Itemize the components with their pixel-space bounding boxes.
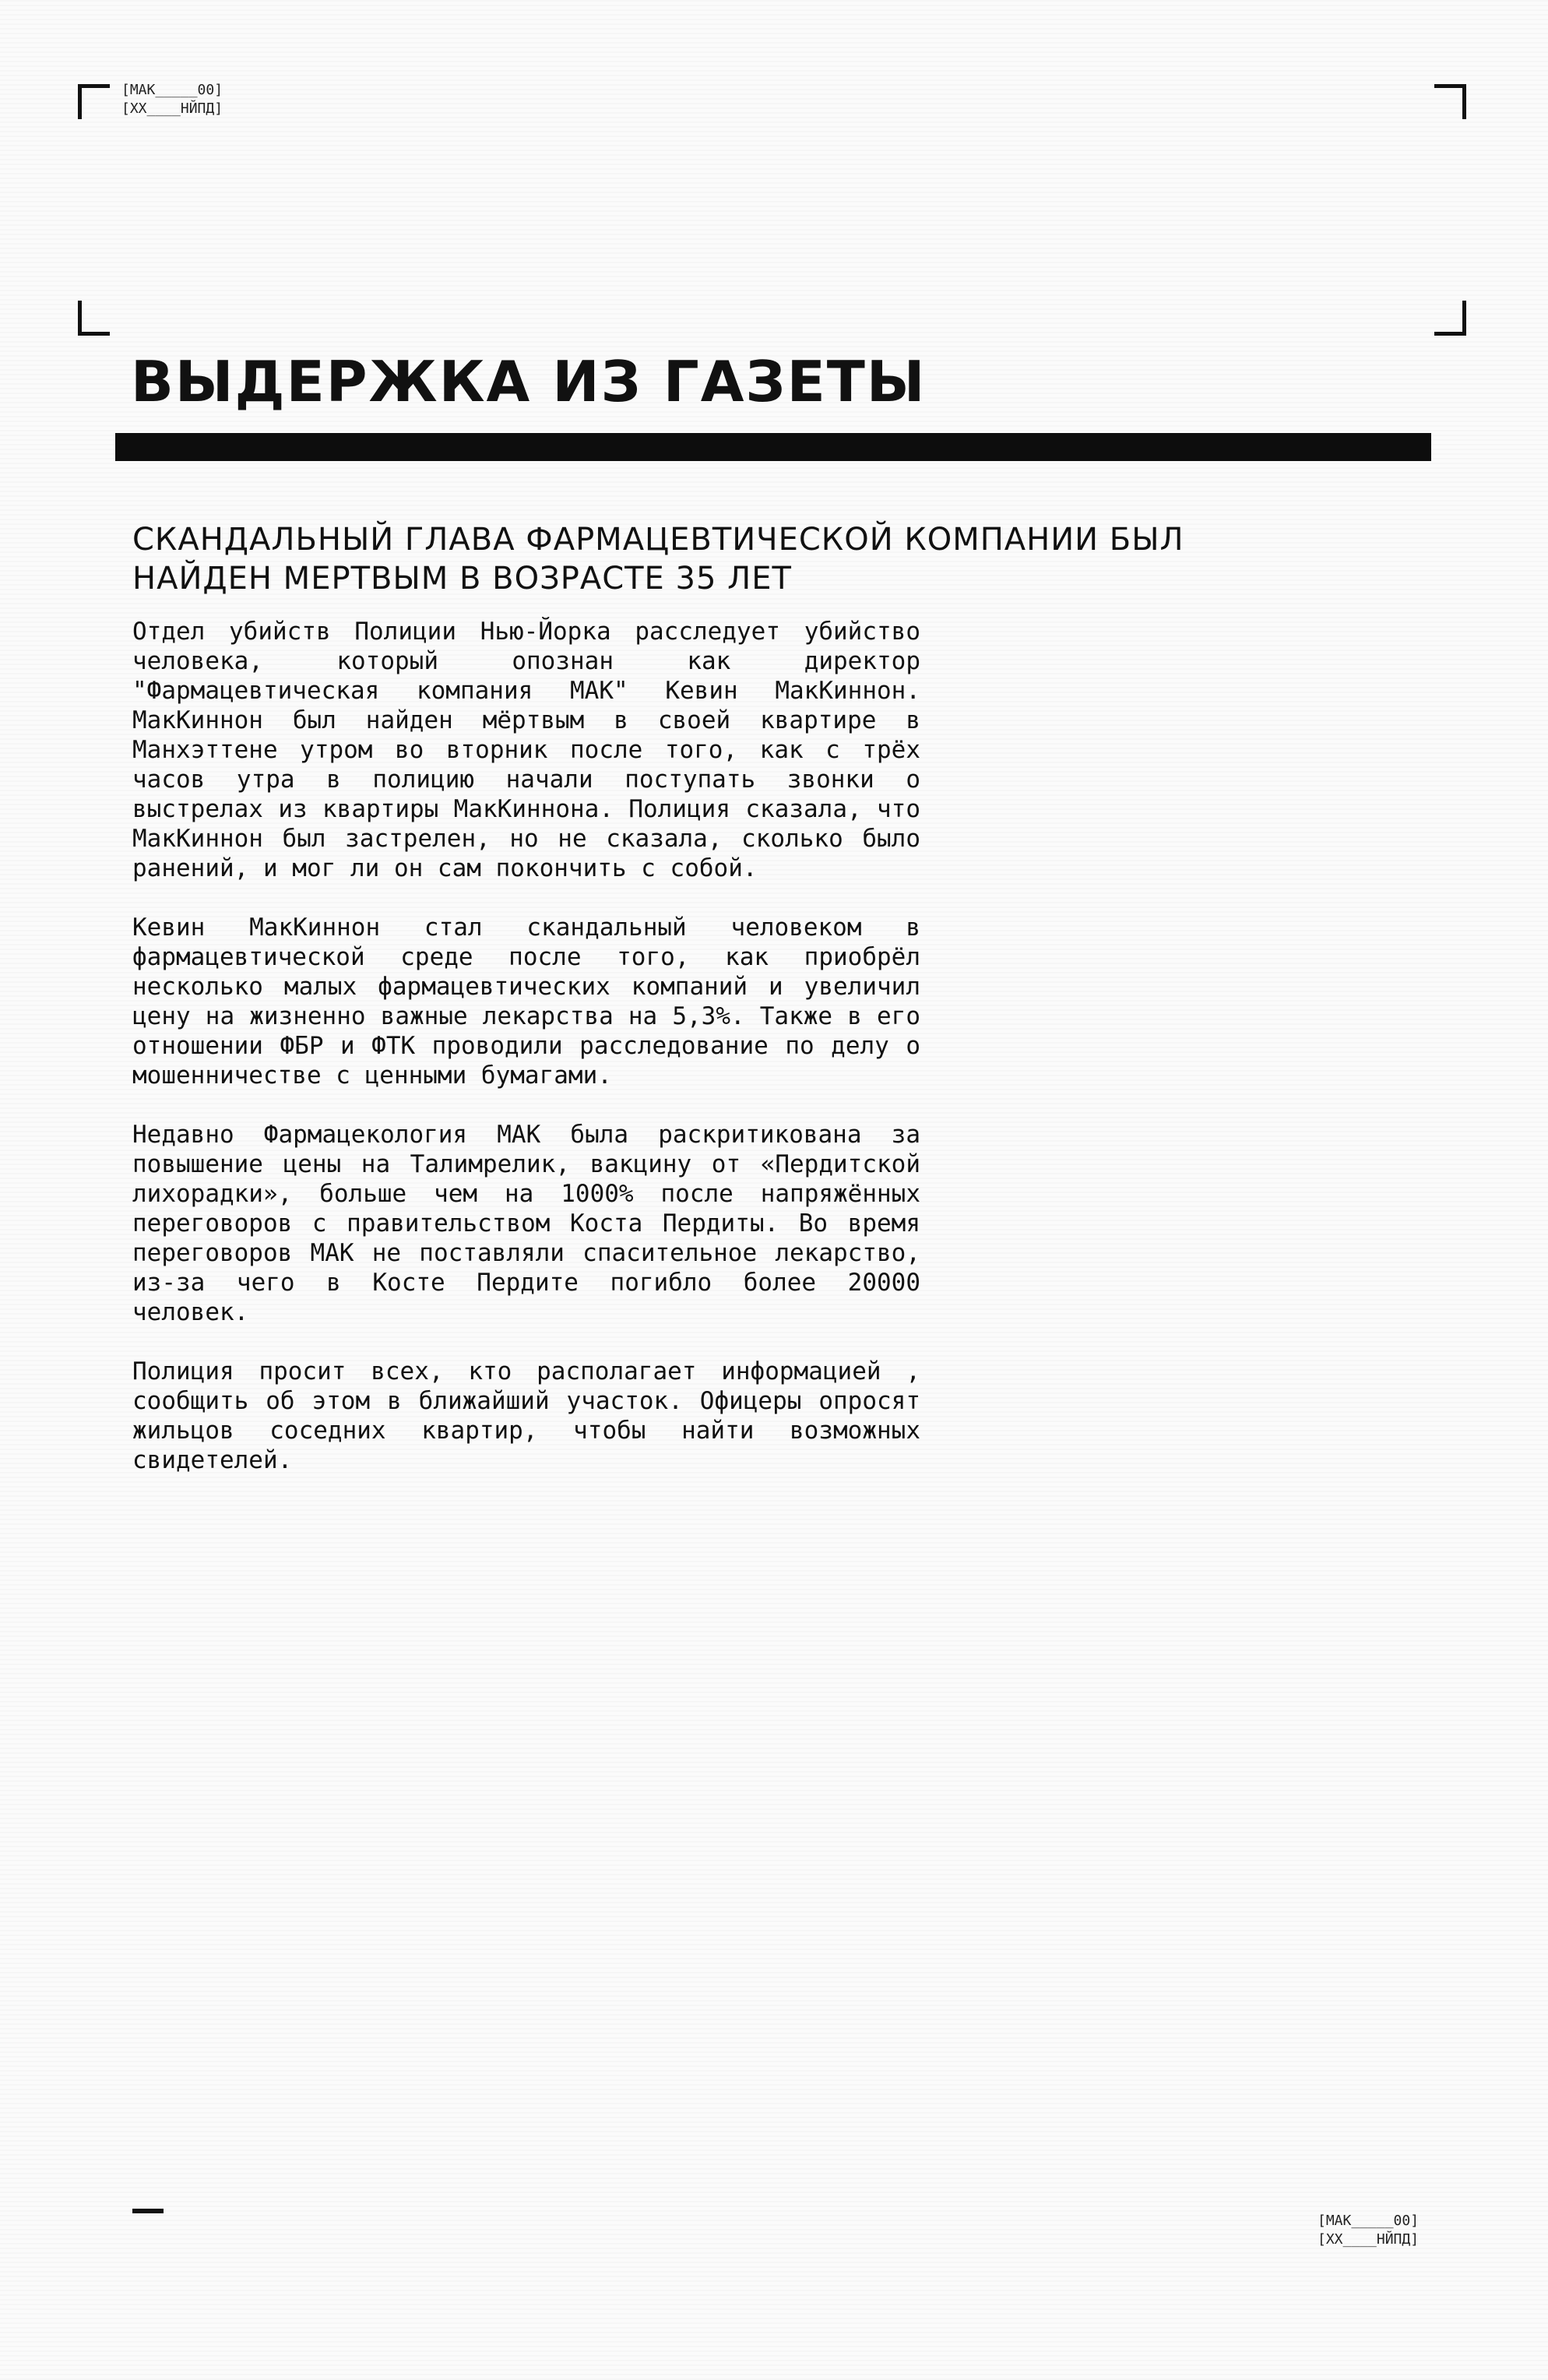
corner-mark-bottom-left [78, 301, 110, 336]
article-headline [132, 520, 1300, 598]
file-code-bottom [1318, 2212, 1419, 2249]
file-code-top [121, 81, 223, 118]
corner-mark-top-left [78, 84, 110, 119]
article-body [132, 617, 920, 1505]
file-code-line: [MAK_____00] [1318, 2213, 1420, 2229]
article-headline-line: СКАНДАЛЬНЫЙ ГЛАВА ФАРМАЦЕВТИЧЕСКОЙ КОМПАНИИ БЫЛ [132, 522, 1184, 558]
article-paragraph: Полиция просит всех, кто располагает информацией , сообщить об этом в ближайший участок. Офицеры опросят жильцов соседних квартир, чтобы найти возможных свидетелей. [132, 1357, 920, 1474]
article-paragraph: Недавно Фармацекология МАК была раскритикована за повышение цены на Талимрелик, вакцину от «Пердитской лихорадки», больше чем на 1000% после напряжённых переговоров с правительством Коста Пердиты. Во время переговоров МАК не поставляли спасительное лекарство, из-за чего в Косте Пердите погибло более 20000 человек. [132, 1121, 920, 1326]
page-dash-mark [132, 2209, 164, 2213]
article-paragraph: Кевин МакКиннон стал скандальный человеком в фармацевтической среде после того, как приобрёл несколько малых фармацевтических компаний и увеличил цену на жизненно важные лекарства на 5,3%. Также в его отношении ФБР и ФТК проводили расследование по делу о мошенничестве с ценными бумагами. [132, 914, 920, 1090]
title-rule [115, 433, 1431, 461]
file-code-line: [MAK_____00] [121, 82, 223, 98]
page-title: ВЫДЕРЖКА ИЗ ГАЗЕТЫ [131, 349, 927, 414]
article-headline-line: НАЙДЕН МЕРТВЫМ В ВОЗРАСТЕ 35 ЛЕТ [132, 561, 792, 597]
file-code-line: [XX____НЙПД] [121, 100, 223, 117]
file-code-line: [XX____НЙПД] [1318, 2231, 1420, 2248]
corner-mark-bottom-right [1434, 301, 1466, 336]
article-paragraph: Отдел убийств Полиции Нью-Йорка расследует убийство человека, который опознан как директор "Фармацевтическая компания МАК" Кевин МакКиннон. МакКиннон был найден мёртвым в своей квартире в Манхэттене утром во вторник после того, как с трёх часов утра в полицию начали поступать звонки о выстрелах из квартиры МакКиннона. Полиция сказала, что МакКиннон был застрелен, но не сказала, сколько было ранений, и мог ли он сам покончить с собой. [132, 618, 920, 882]
corner-mark-top-right [1434, 84, 1466, 119]
